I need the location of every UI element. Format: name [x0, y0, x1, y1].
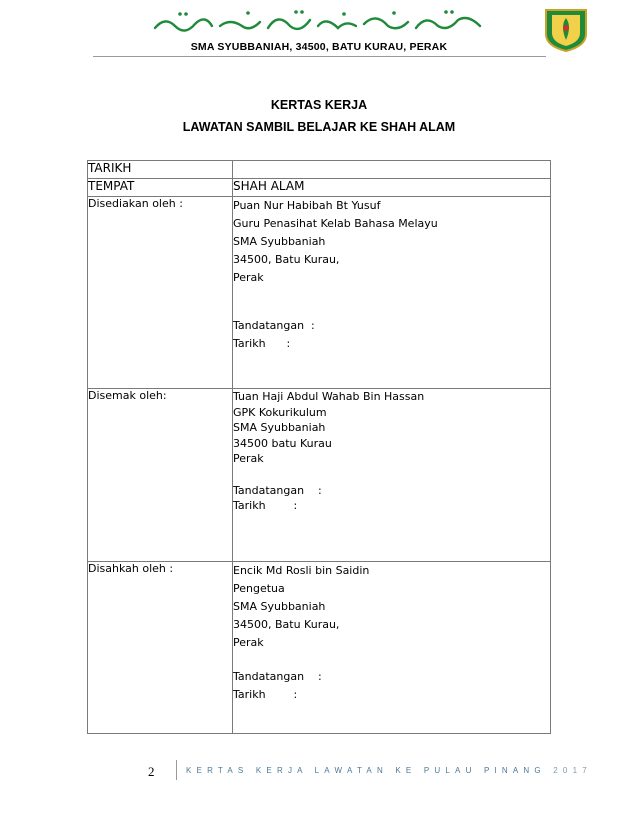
disahkan-line: 34500, Batu Kurau,: [233, 618, 340, 631]
disahkan-details: [233, 562, 551, 734]
disahkan-signature: Tandatangan :: [233, 670, 322, 683]
disemak-line: GPK Kokurikulum: [233, 405, 327, 419]
disediakan-signature: Tandatangan :: [233, 319, 315, 332]
disahkan-line: Perak: [233, 636, 264, 649]
disemak-details: [233, 389, 551, 562]
tempat-value: SHAH ALAM: [233, 179, 551, 197]
table-row: [88, 179, 551, 197]
footer-divider: [176, 760, 177, 780]
disemak-line: Perak: [233, 452, 264, 465]
footer-running-title: [186, 766, 592, 775]
table-row: [88, 161, 551, 179]
disediakan-label: Disediakan oleh :: [88, 197, 233, 389]
disediakan-line: Puan Nur Habibah Bt Yusuf: [233, 199, 381, 212]
school-address-line: SMA SYUBBANIAH, 34500, BATU KURAU, PERAK: [190, 41, 448, 53]
table-row: [88, 562, 551, 734]
disediakan-date: Tarikh :: [233, 337, 291, 350]
disahkan-label: Disahkah oleh :: [88, 562, 233, 734]
disemak-signature: Tandatangan :: [233, 483, 322, 497]
disediakan-line: Guru Penasihat Kelab Bahasa Melayu: [233, 217, 438, 230]
disahkan-date: Tarikh :: [233, 688, 298, 701]
tarikh-label: TARIKH: [88, 161, 233, 179]
document-subtitle: LAWATAN SAMBIL BELAJAR KE SHAH ALAM: [182, 120, 456, 134]
disediakan-line: SMA Syubbaniah: [233, 235, 326, 248]
disemak-line: SMA Syubbaniah: [233, 421, 326, 434]
tempat-label: TEMPAT: [88, 179, 233, 197]
table-row: [88, 197, 551, 389]
approval-table: [87, 160, 551, 734]
disahkan-line: Encik Md Rosli bin Saidin: [233, 564, 370, 577]
disahkan-line: Pengetua: [233, 582, 285, 595]
tarikh-value: [233, 161, 551, 179]
page-number: 2: [148, 764, 155, 779]
document-title: KERTAS KERJA: [270, 98, 368, 112]
footer-year: 2017: [553, 766, 592, 775]
arabic-calligraphy-header: [150, 6, 485, 36]
disahkan-line: SMA Syubbaniah: [233, 600, 326, 613]
footer-title: KERTAS KERJA LAWATAN KE PULAU PINANG: [186, 766, 546, 775]
disemak-line: Tuan Haji Abdul Wahab Bin Hassan: [233, 390, 425, 403]
disediakan-line: 34500, Batu Kurau,: [233, 253, 340, 266]
table-row: [88, 389, 551, 562]
disediakan-line: Perak: [233, 271, 264, 284]
disediakan-details: [233, 197, 551, 389]
disemak-line: 34500 batu Kurau: [233, 436, 332, 450]
disemak-date: Tarikh :: [233, 499, 298, 512]
disemak-label: Disemak oleh:: [88, 389, 233, 562]
header-divider: [93, 56, 546, 57]
